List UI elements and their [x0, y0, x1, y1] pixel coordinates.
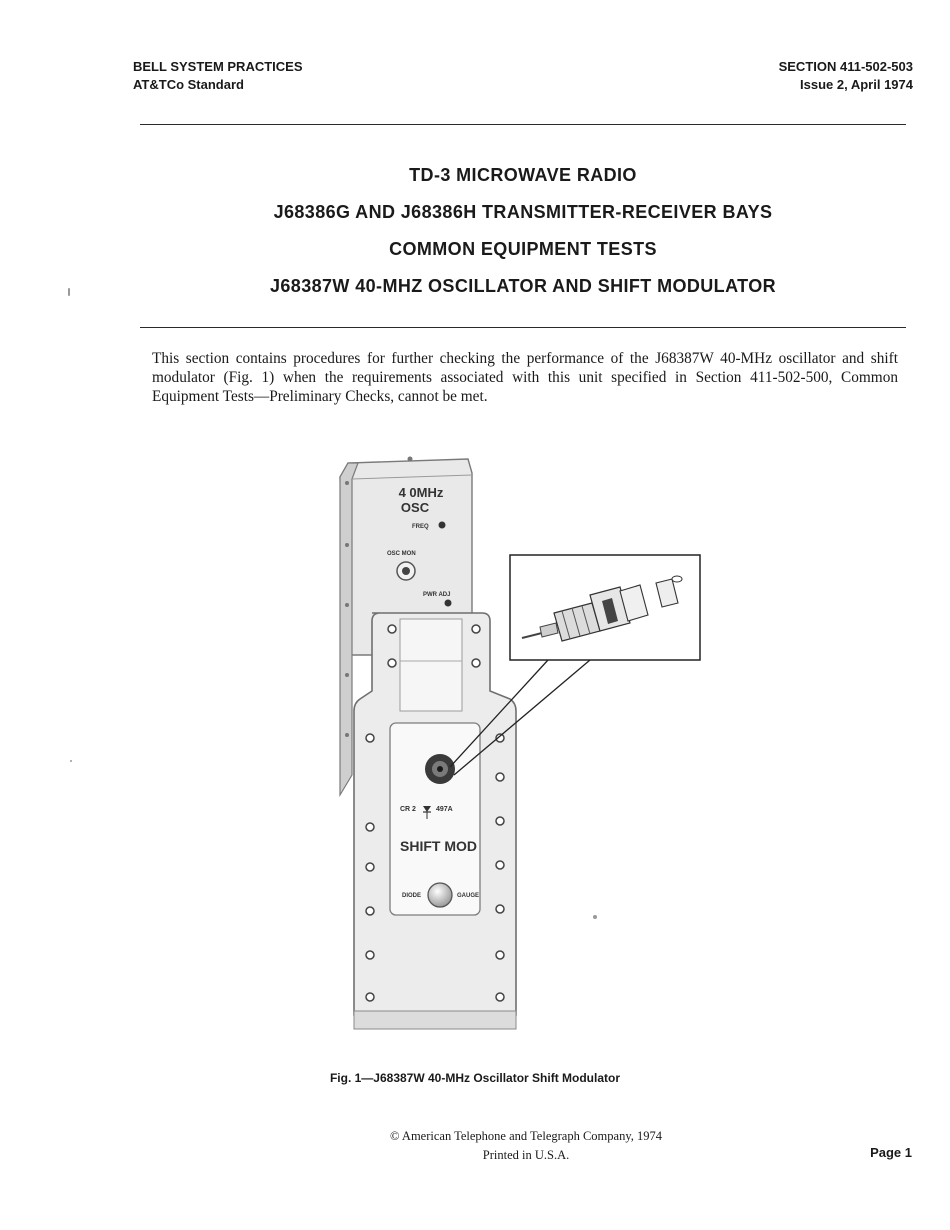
printed-line: Printed in U.S.A. — [482, 1148, 570, 1162]
shift-modulator-housing — [354, 613, 516, 1029]
cr2-label: CR 2 — [400, 806, 416, 813]
osc-mon-label: OSC MON — [387, 551, 416, 557]
osc-label-line2: OSC — [400, 500, 430, 515]
shift-mod-label: SHIFT MOD — [400, 838, 477, 854]
scan-speck — [70, 760, 72, 762]
freq-label: FREQ — [412, 524, 429, 530]
title-line-2: J68386G AND J68386H TRANSMITTER-RECEIVER BAYS — [273, 202, 773, 222]
header-left — [133, 58, 303, 94]
title-line-4: J68387W 40-MHZ OSCILLATOR AND SHIFT MODULATOR — [269, 276, 777, 296]
pwr-adj-label: PWR ADJ — [423, 592, 451, 598]
intro-paragraph: This section contains procedures for further checking the performance of the J68387W 40-MHz oscillator and shift modulator (Fig. 1) when the requirements associated with this unit specified in Section 411-502-500, Common Equipment Tests—Preliminary Checks, cannot be met. — [152, 350, 898, 405]
gauge-label: GAUGE — [457, 893, 480, 899]
diode-label: DIODE — [402, 893, 422, 899]
standard-label: AT&TCo Standard — [133, 77, 244, 92]
osc-label-line1: 4 0MHz — [398, 485, 444, 500]
diode-part-label: 497A — [436, 806, 453, 813]
diode-gauge-switch — [428, 883, 452, 907]
freq-adjust-screw — [439, 522, 446, 529]
copyright-line: © American Telephone and Telegraph Company, 1974 — [389, 1129, 663, 1143]
issue-date: Issue 2, April 1974 — [800, 77, 913, 92]
figure-caption: Fig. 1—J68387W 40-MHz Oscillator Shift Modulator — [329, 1071, 621, 1085]
copyright-block — [0, 1127, 950, 1165]
page-number: Page 1 — [870, 1145, 912, 1160]
title-line-1: TD-3 MICROWAVE RADIO — [409, 165, 637, 185]
pwr-adj-screw — [445, 600, 452, 607]
figure-1 — [330, 455, 710, 1045]
equipment-photo — [330, 455, 710, 1045]
publication-name: BELL SYSTEM PRACTICES — [133, 59, 303, 74]
scan-speck — [593, 915, 597, 919]
section-number: SECTION 411-502-503 — [778, 59, 913, 74]
scan-speck — [68, 288, 70, 296]
title-line-3: COMMON EQUIPMENT TESTS — [389, 239, 657, 259]
top-rule — [140, 124, 906, 125]
title-rule — [140, 327, 906, 328]
title-block — [140, 160, 906, 308]
header-right — [779, 58, 913, 94]
